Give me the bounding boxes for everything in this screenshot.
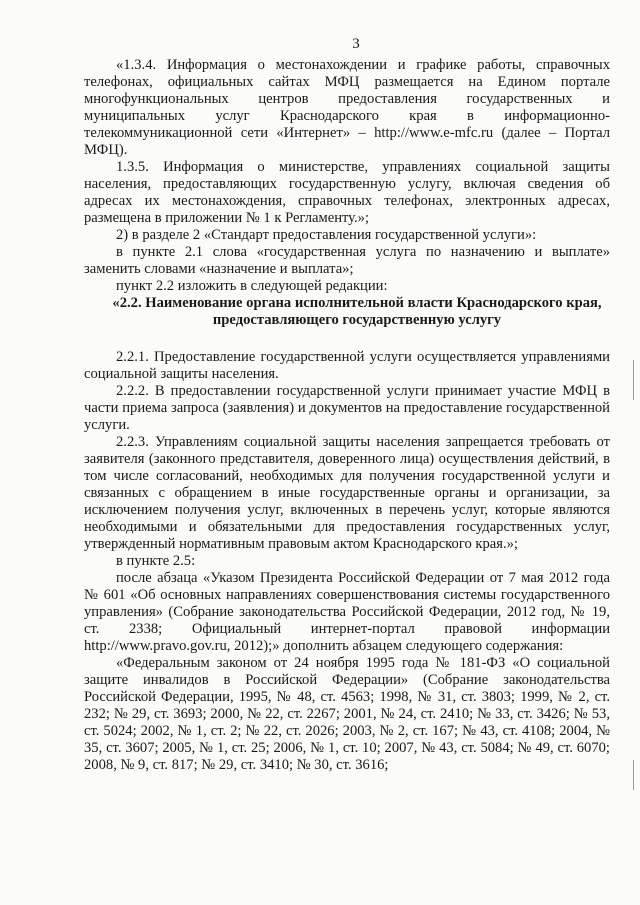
paragraph-2-2-3: 2.2.3. Управлениям социальной защиты населения запрещается требовать от заявителя (законного представителя, доверенного лица) осуществления действий, в том числе согласований, необходимых для получения государственной услуги и связанных с обращением в иные государственные органы и организации, за исключением получения услуг, включенных в перечень услуг, которые являются необходимыми и обязательными для предоставления государственных услуг, утвержденный нормативным правовым актом Краснодарского края.»; — [84, 434, 610, 552]
paragraph-after-decree: после абзаца «Указом Президента Российской Федерации от 7 мая 2012 года № 601 «Об основных направлениях совершенствования системы государственного управления» (Собрание законодательства Российской Федерации, 2012 год, № 19, ст. 2338; Официальный интернет-портал правовой информации http://www.pravo.gov.ru, 2012);» дополнить абзацем следующего содержания: — [84, 570, 610, 654]
paragraph-federal-law: «Федеральным законом от 24 ноября 1995 года № 181-ФЗ «О социальной защите инвалидов в Российской Федерации» (Собрание законодательства Российской Федерации, 1995, № 48, ст. 4563; 1998, № 31, ст. 3803; 1999, № 2, ст. 232; № 29, ст. 3693; 2000, № 22, ст. 2267; 2001, № 24, ст. 2410; № 33, ст. 3426; № 53, ст. 5024; 2002, № 1, ст. 2; № 22, ст. 2026; 2003, № 2, ст. 167; № 43, ст. 4108; 2004, № 35, ст. 3607; 2005, № 1, ст. 25; 2006, № 1, ст. 10; 2007, № 43, ст. 5084; № 49, ст. 6070; 2008, № 9, ст. 817; № 29, ст. 3410; № 30, ст. 3616; — [84, 655, 610, 773]
paragraph-section-2: 2) в разделе 2 «Стандарт предоставления государственной услуги»: — [116, 227, 537, 243]
scan-edge-mark — [633, 760, 634, 790]
paragraph-item-2-1: в пункте 2.1 слова «государственная услуга по назначению и выплате» заменить словами «назначение и выплата»; — [84, 244, 610, 277]
paragraph-1-3-4: «1.3.4. Информация о местонахождении и графике работы, справочных телефонах, официальных сайтах МФЦ размещается на Едином портале многофункциональных центров предоставления государственных и муниципальных услуг Краснодарского края в информационно-телекоммуникационной сети «Интернет» – http://www.e-mfc.ru (далее – Портал МФЦ). — [84, 57, 610, 158]
page-number: 3 — [352, 36, 360, 52]
paragraph-item-2-2: пункт 2.2 изложить в следующей редакции: — [116, 278, 388, 294]
scan-edge-mark — [633, 360, 634, 400]
paragraph-2-2-2: 2.2.2. В предоставлении государственной услуги принимает участие МФЦ в части приема запроса (заявления) и документов на предоставление государственной услуги. — [84, 383, 610, 433]
section-heading-2-2: «2.2. Наименование органа исполнительной власти Краснодарского края, предоставляющего государственную услугу — [112, 295, 602, 328]
paragraph-item-2-5: в пункте 2.5: — [116, 553, 196, 569]
paragraph-1-3-5: 1.3.5. Информация о министерстве, управлениях социальной защиты населения, предоставляющих государственную услугу, включая сведения об адресах их местонахождения, справочных телефонах, электронных адресах, размещена в приложении № 1 к Регламенту.»; — [84, 159, 610, 226]
paragraph-2-2-1: 2.2.1. Предоставление государственной услуги осуществляется управлениями социальной защиты населения. — [84, 349, 610, 382]
